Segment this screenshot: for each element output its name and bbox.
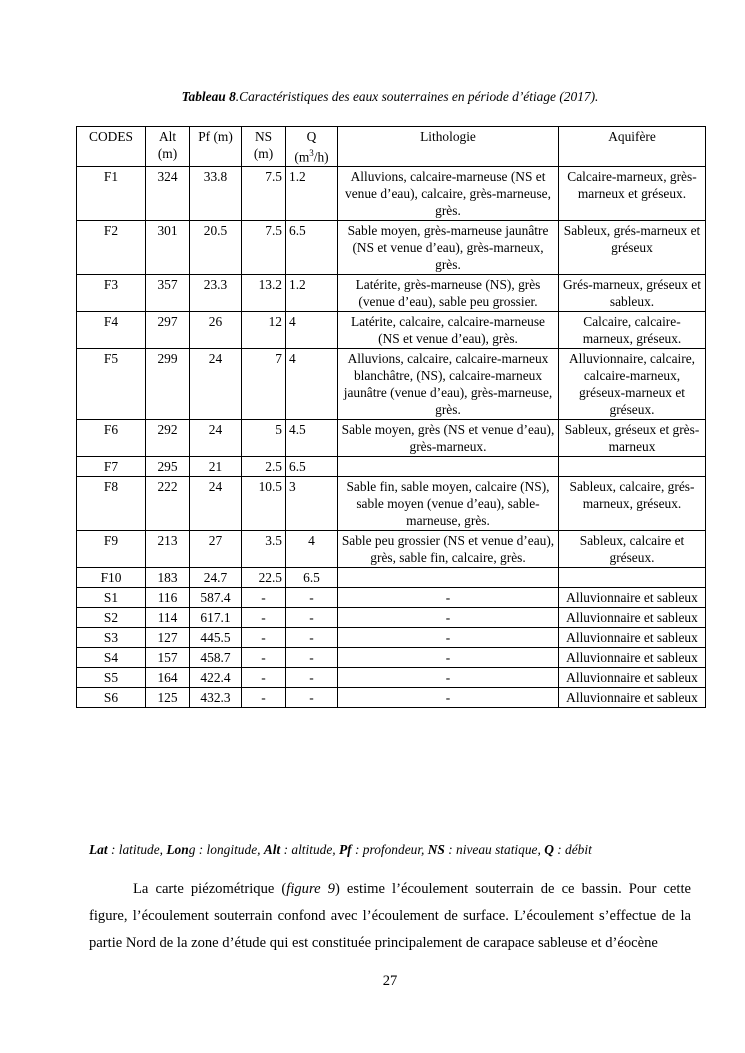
table-caption-text: .Caractéristiques des eaux souterraines en période d’étiage (2017).: [235, 89, 599, 104]
page-number: 27: [382, 973, 398, 989]
cell-q: -: [286, 628, 338, 648]
cell-q: -: [286, 648, 338, 668]
cell-q: -: [286, 688, 338, 708]
figure-reference: figure 9: [286, 881, 335, 897]
cell-pf: 24: [190, 477, 242, 531]
cell-lithologie: Alluvions, calcaire, calcaire-marneux blanchâtre, (NS), calcaire-marneux jaunâtre (venue d’eau), grès-marneuse, grès.: [338, 349, 559, 420]
cell-q: -: [286, 588, 338, 608]
cell-lithologie: -: [338, 648, 559, 668]
table-row: [77, 420, 706, 457]
cell-code: F1: [77, 167, 146, 221]
cell-alt: 164: [146, 668, 190, 688]
cell-q: -: [286, 608, 338, 628]
cell-q: 4: [286, 531, 338, 568]
cell-lithologie: Alluvions, calcaire-marneuse (NS et venue d’eau), calcaire, grès-marneuse, grès.: [338, 167, 559, 221]
cell-q: 3: [286, 477, 338, 531]
cell-alt: 295: [146, 457, 190, 477]
cell-q: 4: [286, 312, 338, 349]
header-pf: Pf (m): [190, 127, 242, 167]
cell-pf: 432.3: [190, 688, 242, 708]
cell-ns: -: [242, 588, 286, 608]
table-row: [77, 312, 706, 349]
cell-code: F2: [77, 221, 146, 275]
cell-q: -: [286, 668, 338, 688]
cell-code: S2: [77, 608, 146, 628]
cell-alt: 299: [146, 349, 190, 420]
cell-code: S5: [77, 668, 146, 688]
cell-ns: 3.5: [242, 531, 286, 568]
cell-pf: 26: [190, 312, 242, 349]
cell-code: F8: [77, 477, 146, 531]
cell-alt: 127: [146, 628, 190, 648]
cell-aquifere: Grés-marneux, gréseux et sableux.: [559, 275, 706, 312]
header-ns: NS (m): [242, 127, 286, 167]
cell-alt: 357: [146, 275, 190, 312]
cell-lithologie: Sable fin, sable moyen, calcaire (NS), sable moyen (venue d’eau), sable-marneuse, grès.: [338, 477, 559, 531]
cell-pf: 23.3: [190, 275, 242, 312]
cell-lithologie: -: [338, 688, 559, 708]
cell-ns: 10.5: [242, 477, 286, 531]
cell-aquifere: Sableux, calcaire et gréseux.: [559, 531, 706, 568]
cell-ns: -: [242, 688, 286, 708]
cell-ns: 12: [242, 312, 286, 349]
cell-aquifere: [559, 568, 706, 588]
table-row: [77, 349, 706, 420]
cell-lithologie: Latérite, calcaire, calcaire-marneuse (NS et venue d’eau), grès.: [338, 312, 559, 349]
cell-pf: 458.7: [190, 648, 242, 668]
table-row: [77, 608, 706, 628]
cell-code: S3: [77, 628, 146, 648]
cell-ns: -: [242, 668, 286, 688]
cell-lithologie: -: [338, 628, 559, 648]
cell-ns: 13.2: [242, 275, 286, 312]
cell-alt: 125: [146, 688, 190, 708]
cell-code: S4: [77, 648, 146, 668]
table-row: [77, 457, 706, 477]
table-row: [77, 531, 706, 568]
cell-alt: 292: [146, 420, 190, 457]
cell-alt: 222: [146, 477, 190, 531]
cell-ns: 7.5: [242, 167, 286, 221]
cell-pf: 422.4: [190, 668, 242, 688]
cell-alt: 324: [146, 167, 190, 221]
cell-aquifere: Alluvionnaire et sableux: [559, 608, 706, 628]
cell-ns: -: [242, 608, 286, 628]
table-legend: Lat : latitude, Long : longitude, Alt : altitude, Pf : profondeur, NS : niveau statique, Q : débit: [89, 842, 592, 857]
cell-q: 1.2: [286, 167, 338, 221]
cell-aquifere: Alluvionnaire et sableux: [559, 688, 706, 708]
cell-q: 4: [286, 349, 338, 420]
cell-ns: 7: [242, 349, 286, 420]
cell-code: F7: [77, 457, 146, 477]
table-row: [77, 275, 706, 312]
cell-pf: 24: [190, 349, 242, 420]
cell-aquifere: Sableux, grés-marneux et gréseux: [559, 221, 706, 275]
cell-aquifere: Sableux, calcaire, grés-marneux, gréseux.: [559, 477, 706, 531]
table-row: [77, 648, 706, 668]
cell-pf: 445.5: [190, 628, 242, 648]
cell-ns: 22.5: [242, 568, 286, 588]
groundwater-table: [76, 126, 706, 708]
cell-alt: 301: [146, 221, 190, 275]
cell-lithologie: Latérite, grès-marneuse (NS), grès (venue d’eau), sable peu grossier.: [338, 275, 559, 312]
cell-pf: 24: [190, 420, 242, 457]
header-codes: CODES: [77, 127, 146, 167]
cell-aquifere: Calcaire-marneux, grès-marneux et gréseux.: [559, 167, 706, 221]
header-aquifere: Aquifère: [559, 127, 706, 167]
cell-pf: 617.1: [190, 608, 242, 628]
cell-code: S1: [77, 588, 146, 608]
cell-pf: 27: [190, 531, 242, 568]
cell-aquifere: [559, 457, 706, 477]
cell-ns: 2.5: [242, 457, 286, 477]
table-row: [77, 628, 706, 648]
cell-code: F4: [77, 312, 146, 349]
table-row: [77, 568, 706, 588]
cell-alt: 157: [146, 648, 190, 668]
cell-aquifere: Alluvionnaire et sableux: [559, 628, 706, 648]
cell-pf: 33.8: [190, 167, 242, 221]
cell-lithologie: Sable moyen, grès (NS et venue d’eau), grès-marneux.: [338, 420, 559, 457]
table-row: [77, 668, 706, 688]
cell-aquifere: Sableux, gréseux et grès-marneux: [559, 420, 706, 457]
cell-ns: 7.5: [242, 221, 286, 275]
table-row: [77, 477, 706, 531]
cell-aquifere: Alluvionnaire, calcaire, calcaire-marneux, gréseux-marneux et gréseux.: [559, 349, 706, 420]
cell-alt: 183: [146, 568, 190, 588]
cell-code: S6: [77, 688, 146, 708]
table-caption-label: Tableau 8: [181, 89, 236, 104]
cell-q: 6.5: [286, 457, 338, 477]
cell-q: 4.5: [286, 420, 338, 457]
cell-alt: 116: [146, 588, 190, 608]
cell-q: 1.2: [286, 275, 338, 312]
table-row: [77, 167, 706, 221]
cell-alt: 114: [146, 608, 190, 628]
cell-code: F9: [77, 531, 146, 568]
cell-aquifere: Alluvionnaire et sableux: [559, 668, 706, 688]
cell-aquifere: Calcaire, calcaire-marneux, gréseux.: [559, 312, 706, 349]
table-row: [77, 221, 706, 275]
body-paragraph: La carte piézométrique (figure 9) estime l’écoulement souterrain de ce bassin. Pour cette figure, l’écoulement souterrain confond avec l’écoulement de surface. L’écoulement s’effectue de la partie Nord de la zone d’étude qui est constituée principalement de carapace sableuse et d’éocène: [89, 881, 691, 951]
table-row: [77, 688, 706, 708]
table-header-row: [77, 127, 706, 167]
cell-code: F5: [77, 349, 146, 420]
cell-q: 6.5: [286, 568, 338, 588]
cell-pf: 21: [190, 457, 242, 477]
header-alt: Alt (m): [146, 127, 190, 167]
cell-lithologie: Sable moyen, grès-marneuse jaunâtre (NS et venue d’eau), grès-marneux, grès.: [338, 221, 559, 275]
cell-code: F3: [77, 275, 146, 312]
cell-code: F6: [77, 420, 146, 457]
header-lithologie: Lithologie: [338, 127, 559, 167]
table-caption: [0, 89, 745, 105]
cell-ns: 5: [242, 420, 286, 457]
cell-lithologie: [338, 457, 559, 477]
cell-aquifere: Alluvionnaire et sableux: [559, 588, 706, 608]
cell-lithologie: Sable peu grossier (NS et venue d’eau), grès, sable fin, calcaire, grès.: [338, 531, 559, 568]
cell-lithologie: [338, 568, 559, 588]
cell-lithologie: -: [338, 668, 559, 688]
cell-ns: -: [242, 628, 286, 648]
header-q: Q $(m^3/h)$: [286, 127, 338, 167]
cell-pf: 24.7: [190, 568, 242, 588]
cell-ns: -: [242, 648, 286, 668]
cell-aquifere: Alluvionnaire et sableux: [559, 648, 706, 668]
cell-lithologie: -: [338, 588, 559, 608]
cell-alt: 297: [146, 312, 190, 349]
cell-q: 6.5: [286, 221, 338, 275]
cell-pf: 587.4: [190, 588, 242, 608]
cell-pf: 20.5: [190, 221, 242, 275]
cell-alt: 213: [146, 531, 190, 568]
cell-lithologie: -: [338, 608, 559, 628]
cell-code: F10: [77, 568, 146, 588]
table-row: [77, 588, 706, 608]
